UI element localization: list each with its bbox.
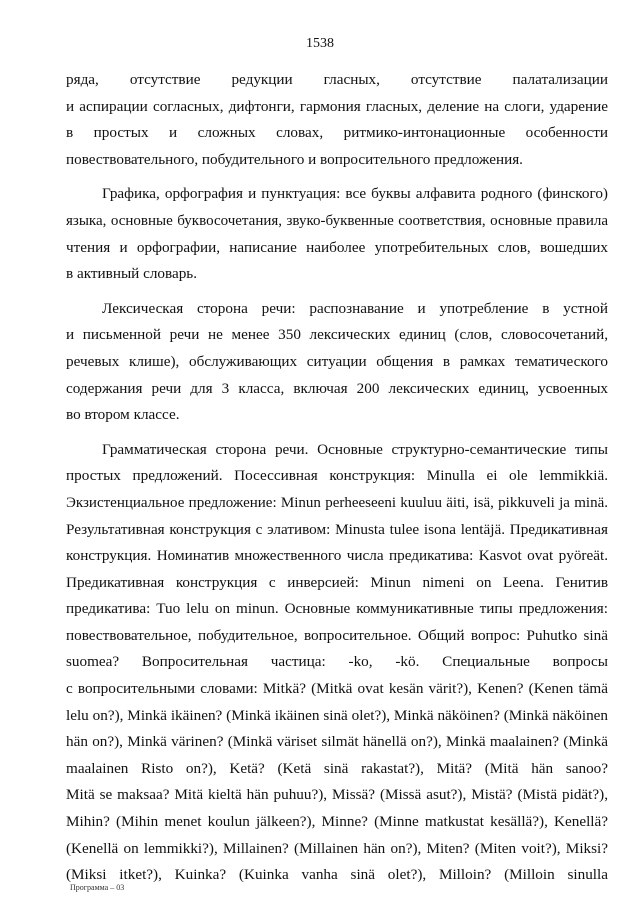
page-number: 1538 <box>306 36 334 51</box>
text-line: ряда, отсутствие редукции гласных, отсутствие палатализации <box>66 71 608 88</box>
text-line: hän on?), Minkä värinen? (Minkä väriset silmät hänellä on?), Minkä maalainen? (Minkä <box>66 733 608 751</box>
text-line: содержания речи для 3 класса, включая 200 лексических единиц, усвоенных <box>66 379 608 397</box>
paragraph-grammar <box>66 437 608 889</box>
paragraph-phonetics <box>66 67 608 173</box>
text-line: (Miksi itket?), Kuinka? (Kuinka vanha sinä olet?), Milloin? (Milloin sinulla <box>66 866 608 884</box>
text-line: lelu on?), Minkä ikäinen? (Minkä ikäinen sinä olet?), Minkä näköinen? (Minkä näköinen <box>66 706 608 724</box>
text-line: (Kenellä on lemmikki?), Millainen? (Millainen hän on?), Miten? (Miten voit?), Miksi? <box>66 839 608 857</box>
text-line: предикатива: Tuo lelu on minun. Основные коммуникативные типы предложения: <box>66 600 608 618</box>
text-line: во втором классе. <box>66 406 180 424</box>
paragraph-graphics <box>66 181 608 287</box>
text-line: и аспирации согласных, дифтонги, гармония гласных, деление на слоги, ударение <box>66 97 608 115</box>
text-line: Mihin? (Mihin menet koulun jälkeen?), Minne? (Minne matkustat kesällä?), Kenellä? <box>66 813 608 831</box>
text-line: речевых клише), обслуживающих ситуации общения в рамках тематического <box>66 352 608 370</box>
text-line: Результативная конструкция с элативом: Minusta tulee isona lentäjä. Предикативная <box>66 520 608 538</box>
text-line: повествовательное, побудительное, вопросительное. Общий вопрос: Puhutko sinä <box>66 626 608 644</box>
text-line: повествовательного, побудительного и вопросительного предложения. <box>66 150 523 168</box>
text-line: Грамматическая сторона речи. Основные структурно-семантические типы <box>102 440 608 458</box>
text-line: Экзистенциальное предложение: Minun perheeseeni kuuluu äiti, isä, pikkuveli ja minä. <box>66 494 608 511</box>
text-line: Предикативная конструкция с инверсией: Minun nimeni on Leena. Генитив <box>66 573 608 591</box>
text-line: языка, основные буквосочетания, звуко-буквенные соответствия, основные правила <box>66 212 608 229</box>
text-line: maalainen Risto on?), Ketä? (Ketä sinä rakastat?), Mitä? (Mitä hän sanoo? <box>66 759 608 777</box>
text-line: и письменной речи не менее 350 лексических единиц (слов, словосочетаний, <box>66 326 608 344</box>
text-line: конструкция. Номинатив множественного числа предикатива: Kasvot ovat pyöreät. <box>66 547 608 565</box>
text-line: в простых и сложных словах, ритмико-интонационные особенности <box>66 124 608 142</box>
text-line: в активный словарь. <box>66 265 198 283</box>
paragraph-lexical <box>66 296 608 429</box>
text-line: с вопросительными словами: Mitkä? (Mitkä ovat kesän värit?), Kenen? (Kenen tämä <box>66 680 608 698</box>
text-line: Лексическая сторона речи: распознавание и употребление в устной <box>102 299 608 317</box>
footer-note: Программа – 03 <box>70 883 125 892</box>
text-line: простых предложений. Посессивная конструкция: Minulla ei ole lemmikkiä. <box>66 467 608 485</box>
text-line: Mitä se maksaa? Mitä kieltä hän puhuu?), Missä? (Missä asut?), Mistä? (Mistä pidät?), <box>66 786 608 804</box>
page-body <box>66 67 608 889</box>
text-line: Графика, орфография и пунктуация: все буквы алфавита родного (финского) <box>102 185 608 203</box>
text-line: suomea? Вопросительная частица: -ko, -kö. Специальные вопросы <box>66 653 608 671</box>
text-line: чтения и орфографии, написание наиболее употребительных слов, вошедших <box>66 238 608 256</box>
